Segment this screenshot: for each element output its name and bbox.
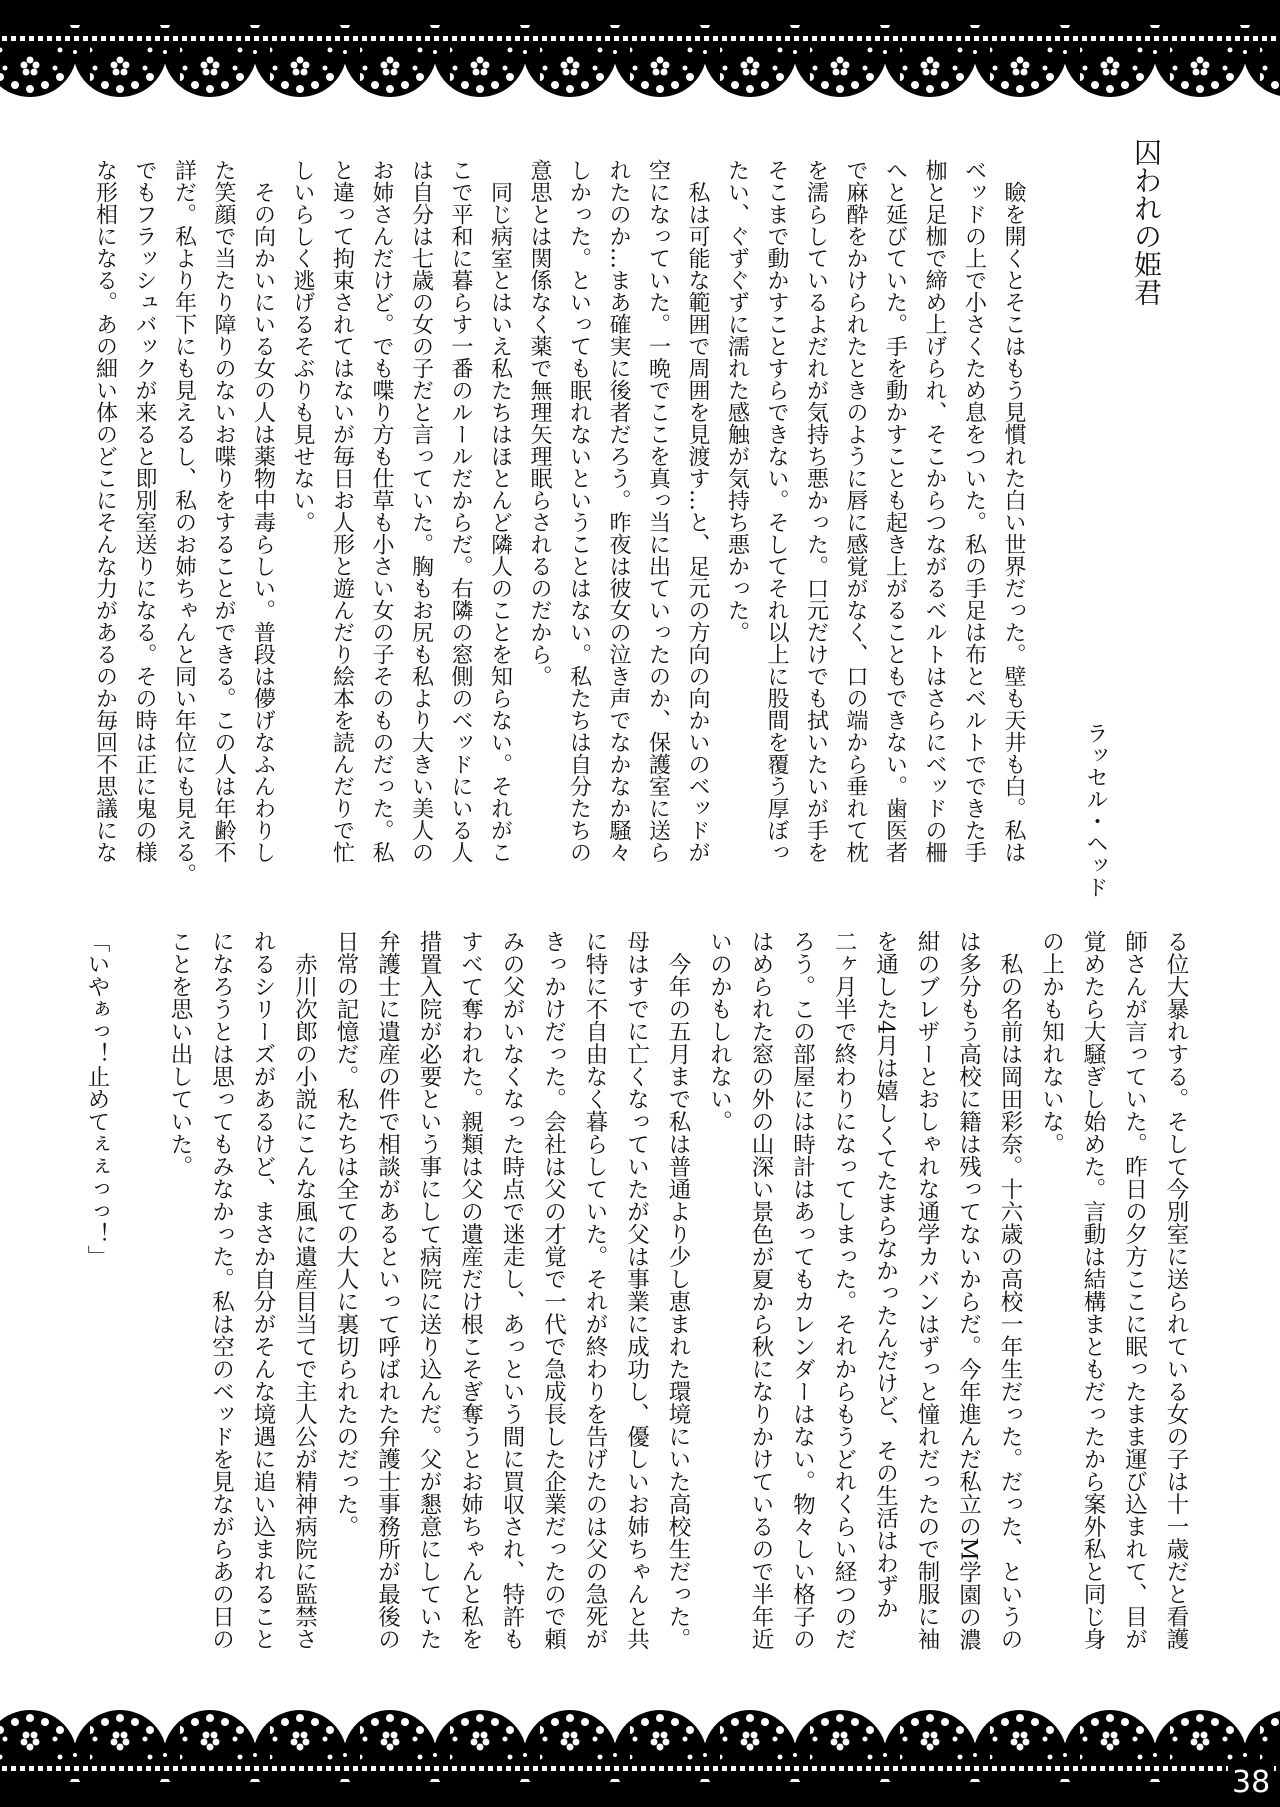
story-author: ラッセル・ヘッド bbox=[1083, 722, 1108, 898]
lace-border-bottom bbox=[0, 1672, 1280, 1807]
text-column: へと延びていた。手を動かすことも起き上がることもできない。歯医者 bbox=[882, 159, 908, 863]
text-column: た笑顔で当たり障りのないお喋りをすることができる。この人は年齢不 bbox=[211, 159, 236, 863]
text-column: お姉さんだけど。でも喋り方も仕草も小さい女の子そのものだった。私 bbox=[369, 159, 394, 863]
text-column: 弁護士に遺産の件で相談があるといって呼ばれた弁護士事務所が最後の bbox=[374, 930, 401, 1650]
text-column: 空になっていた。一晩でここを真っ当に出ていったのか、保護室に送ら bbox=[645, 159, 671, 863]
text-column: ことを思い出していた。 bbox=[167, 930, 193, 1178]
text-column: 詳だ。私より年下にも見えるし、私のお姉ちゃんと同い年位にも見える。 bbox=[171, 159, 197, 885]
text-column: 今年の五月まで私は普通より少し恵まれた環境にいた高校生だった。 bbox=[665, 930, 691, 1650]
text-column: ベッドの上で小さくため息をついた。私の手足は布とベルトでできた手 bbox=[961, 159, 987, 863]
text-column: る位大暴れする。そして今別室に送られている女の子は十一歳だと看護 bbox=[1163, 930, 1189, 1650]
text-column: 紺のブレザーとおしゃれな通学カバンはずっと憧れだったので制服に袖 bbox=[914, 930, 940, 1650]
text-column: いのかもしれない。 bbox=[706, 930, 733, 1133]
text-column: その向かいにいる女の人は薬物中毒らしい。普段は儚げなふんわりし bbox=[250, 159, 276, 863]
text-column: 枷と足枷で締め上げられ、そこからつながるベルトはさらにベッドの柵 bbox=[922, 159, 947, 863]
text-column: 意思とは関係なく薬で無理矢理眠らされるのだから。 bbox=[527, 159, 552, 687]
text-column: きっかけだった。会社は父の才覚で一代で急成長した企業だったので頼 bbox=[540, 930, 567, 1650]
text-column: すべて奪われた。親類は父の遺産だけ根こそぎ奪うとお姉ちゃんと私を bbox=[457, 930, 484, 1650]
text-column: こで平和に暮らす一番のルールだからだ。右隣の窓側のベッドにいる人 bbox=[448, 159, 473, 863]
text-column: 日常の記憶だ。私たちは全ての大人に裏切られたのだった。 bbox=[333, 930, 359, 1538]
dialogue-quote: 「いやぁっ！止めてぇぇっっ！」 bbox=[84, 930, 110, 1268]
column-spacer bbox=[117, 930, 159, 1651]
text-column: 私は可能な範囲で周囲を見渡す…と、足元の方向の向かいのベッドが bbox=[685, 159, 710, 863]
text-column: みの父がいなくなった時点で迷走し、あっという間に買収され、特許も bbox=[499, 930, 525, 1650]
text-column: れたのか…まあ確実に後者だろう。昨夜は彼女の泣き声でなかなか騒々 bbox=[606, 159, 631, 863]
text-column: を通した4月は嬉しくてたまらなかったんだけど、その生活はわずか bbox=[872, 930, 899, 1620]
body-text-upper bbox=[85, 159, 1033, 885]
text-column: な形相になる。あの細い体のどこにそんな力があるのか毎回不思議にな bbox=[92, 159, 118, 863]
lace-border-top bbox=[0, 0, 1280, 130]
text-column: 二ヶ月半で終わりになってしまった。それからもうどれくらい経つのだ bbox=[831, 930, 857, 1650]
text-column: になろうとは思ってもみなかった。私は空のベッドを見ながらあの日の bbox=[208, 930, 235, 1650]
text-column: 措置入院が必要という事にして病院に送り込んだ。父が懇意にしていた bbox=[416, 930, 442, 1650]
text-column: 赤川次郎の小説にこんな風に遺産目当てで主人公が精神病院に監禁さ bbox=[291, 930, 318, 1650]
text-column: 同じ病室とはいえ私たちはほとんど隣人のことを知らない。それがこ bbox=[487, 159, 513, 863]
text-column: しかった。といっても眠れないということはない。私たちは自分たちの bbox=[566, 159, 592, 863]
text-column: は多分もう高校に籍は残ってないからだ。今年進んだ私立のM学園の濃 bbox=[955, 930, 982, 1651]
text-column: そこまで動かすことすらできない。そしてそれ以上に股間を覆う厚ぼっ bbox=[764, 159, 789, 863]
text-column: は自分は七歳の女の子だと言っていた。胸もお尻も私より大きい美人の bbox=[408, 159, 434, 863]
page-number: 38 bbox=[1228, 1765, 1274, 1801]
text-column: はめられた窓の外の山深い景色が夏から秋になりかけているので半年近 bbox=[748, 930, 774, 1650]
text-column: ろう。この部屋には時計はあってもカレンダーはない。物々しい格子の bbox=[789, 930, 816, 1650]
text-column: に特に不自由なく暮らしていた。それが終わりを告げたのは父の急死が bbox=[582, 930, 608, 1650]
text-column: 私の名前は岡田彩奈。十六歳の高校一年生だった。だった、というの bbox=[997, 930, 1023, 1650]
text-column: 師さんが言っていた。昨日の夕方ここに眠ったまま運び込まれて、目が bbox=[1121, 930, 1148, 1650]
text-column: 覚めたら大騒ぎし始めた。言動は結構まともだったから案外私と同じ身 bbox=[1080, 930, 1106, 1650]
text-column: しいらしく逃げるそぶりも見せない。 bbox=[290, 159, 315, 533]
text-column: を濡らしているよだれが気持ち悪かった。口元だけでも拭いたいが手を bbox=[803, 159, 829, 863]
text-column: 瞼を開くとそこはもう見慣れた白い世界だった。壁も天井も白。私は bbox=[1001, 159, 1026, 863]
story-title: 囚われの姫君 bbox=[1130, 138, 1163, 306]
text-column: で麻酔をかけられたときのように唇に感覚がなく、口の端から垂れて枕 bbox=[843, 159, 868, 863]
text-column: でもフラッシュバックが来ると即別室送りになる。その時は正に鬼の様 bbox=[132, 159, 157, 863]
body-text-lower bbox=[76, 930, 1197, 1651]
text-column: の上かも知れないな。 bbox=[1038, 930, 1065, 1155]
text-column: れるシリーズがあるけど、まさか自分がそんな境遇に追い込まれること bbox=[250, 930, 276, 1650]
text-column: と違って拘束されてはないが毎日お人形と遊んだり絵本を読んだりで忙 bbox=[329, 159, 355, 863]
text-column: 母はすでに亡くなっていたが父は事業に成功し、優しいお姉ちゃんと共 bbox=[623, 930, 650, 1650]
text-column: たい、ぐずぐずに濡れた感触が気持ち悪かった。 bbox=[724, 159, 750, 643]
